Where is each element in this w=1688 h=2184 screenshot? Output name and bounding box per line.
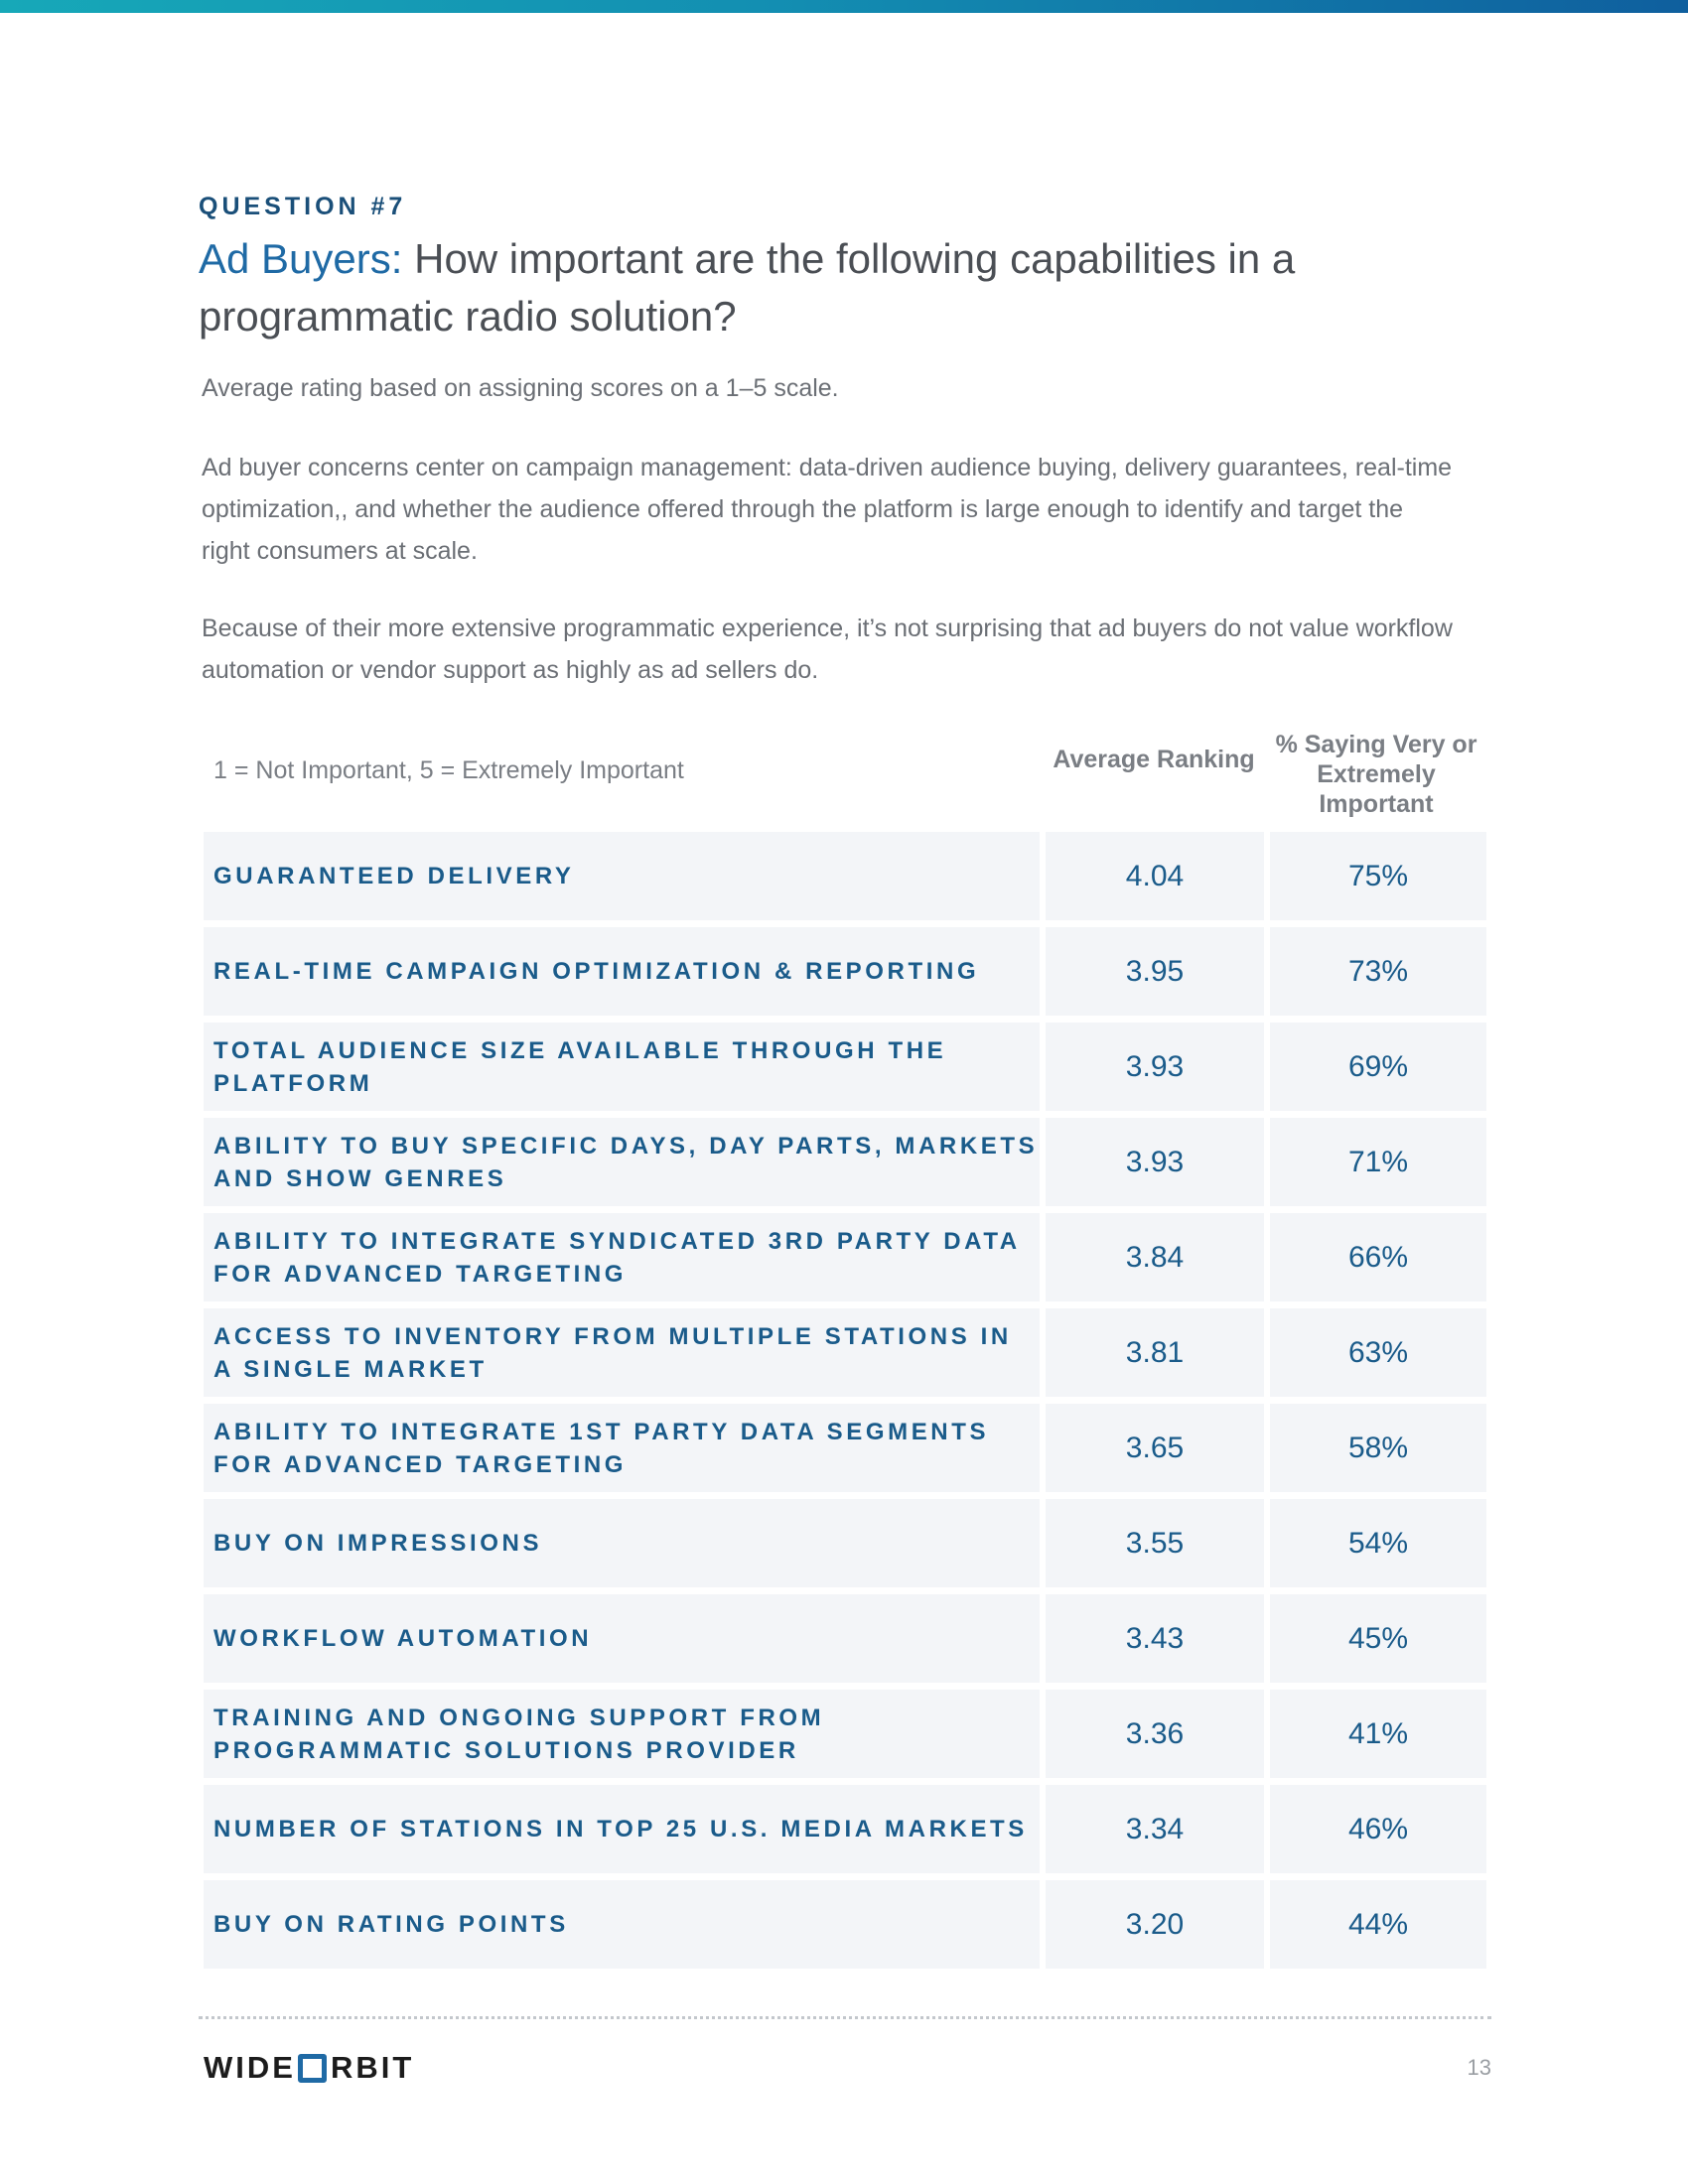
percent-important-value: 71% (1270, 1118, 1486, 1206)
capability-label: ABILITY TO INTEGRATE 1ST PARTY DATA SEGMENTS FOR ADVANCED TARGETING (204, 1404, 1040, 1492)
question-kicker: QUESTION #7 (199, 193, 407, 220)
table-row (204, 1118, 1486, 1206)
title-lead: Ad Buyers: (199, 235, 403, 282)
average-ranking-value: 3.20 (1046, 1880, 1264, 1969)
column-header-average-ranking: Average Ranking (1053, 746, 1255, 773)
column-header-percent-important: % Saying Very or Extremely Important (1275, 731, 1477, 818)
percent-important-value: 69% (1270, 1023, 1486, 1111)
capability-label: ABILITY TO INTEGRATE SYNDICATED 3RD PARTY DATA FOR ADVANCED TARGETING (204, 1213, 1040, 1301)
average-ranking-value: 3.36 (1046, 1690, 1264, 1778)
percent-important-value: 45% (1270, 1594, 1486, 1683)
capability-label: WORKFLOW AUTOMATION (204, 1594, 1040, 1683)
average-ranking-value: 3.65 (1046, 1404, 1264, 1492)
table-row (204, 1499, 1486, 1587)
capability-label: BUY ON IMPRESSIONS (204, 1499, 1040, 1587)
capability-label: TOTAL AUDIENCE SIZE AVAILABLE THROUGH THE PLATFORM (204, 1023, 1040, 1111)
page-title (199, 230, 1450, 345)
table-row (204, 1023, 1486, 1111)
percent-important-value: 58% (1270, 1404, 1486, 1492)
title-text: How important are the following capabilities in a programmatic radio solution? (199, 235, 1296, 340)
percent-important-value: 54% (1270, 1499, 1486, 1587)
average-ranking-value: 3.95 (1046, 927, 1264, 1016)
percent-important-value: 66% (1270, 1213, 1486, 1301)
average-ranking-value: 3.84 (1046, 1213, 1264, 1301)
percent-important-value: 63% (1270, 1308, 1486, 1397)
logo-o-square-icon (298, 2054, 327, 2083)
capability-label: ABILITY TO BUY SPECIFIC DAYS, DAY PARTS, MARKETS AND SHOW GENRES (204, 1118, 1040, 1206)
intro-paragraph: Average rating based on assigning scores on a 1–5 scale. (202, 374, 839, 402)
capability-label: NUMBER OF STATIONS IN TOP 25 U.S. MEDIA MARKETS (204, 1785, 1040, 1873)
percent-important-value: 75% (1270, 832, 1486, 920)
capability-label: ACCESS TO INVENTORY FROM MULTIPLE STATIONS IN A SINGLE MARKET (204, 1308, 1040, 1397)
table-row (204, 1308, 1486, 1397)
table-row (204, 1785, 1486, 1873)
percent-important-value: 44% (1270, 1880, 1486, 1969)
average-ranking-value: 3.43 (1046, 1594, 1264, 1683)
capability-label: BUY ON RATING POINTS (204, 1880, 1040, 1969)
capability-label: GUARANTEED DELIVERY (204, 832, 1040, 920)
table-row (204, 927, 1486, 1016)
logo-text-left: WIDE (204, 2050, 296, 2085)
capability-label: REAL-TIME CAMPAIGN OPTIMIZATION & REPORTING (204, 927, 1040, 1016)
scale-note: 1 = Not Important, 5 = Extremely Important (213, 756, 684, 784)
percent-important-value: 41% (1270, 1690, 1486, 1778)
experience-paragraph: Because of their more extensive programmatic experience, it’s not surprising that ad buyers do not value workflow automation or vendor support as highly as ad sellers do. (202, 614, 1453, 684)
average-ranking-value: 4.04 (1046, 832, 1264, 920)
percent-important-value: 46% (1270, 1785, 1486, 1873)
average-ranking-value: 3.81 (1046, 1308, 1264, 1397)
table-row (204, 832, 1486, 920)
table-row (204, 1213, 1486, 1301)
table-row (204, 1690, 1486, 1778)
wideorbit-logo (204, 2050, 414, 2086)
table-row (204, 1594, 1486, 1683)
capability-label: TRAINING AND ONGOING SUPPORT FROM PROGRAMMATIC SOLUTIONS PROVIDER (204, 1690, 1040, 1778)
average-ranking-value: 3.55 (1046, 1499, 1264, 1587)
table-row (204, 1404, 1486, 1492)
percent-important-value: 73% (1270, 927, 1486, 1016)
logo-text-right: RBIT (330, 2050, 415, 2085)
average-ranking-value: 3.34 (1046, 1785, 1264, 1873)
concerns-paragraph: Ad buyer concerns center on campaign management: data-driven audience buying, delivery guarantees, real-time optimization,, and whether the audience offered through the platform is large enough to identify and target the right consumers at scale. (202, 454, 1453, 565)
average-ranking-value: 3.93 (1046, 1023, 1264, 1111)
capabilities-table (204, 832, 1486, 1976)
average-ranking-value: 3.93 (1046, 1118, 1264, 1206)
page-number: 13 (1467, 2055, 1491, 2080)
top-accent-bar (0, 0, 1688, 13)
table-row (204, 1880, 1486, 1969)
footer-divider (199, 2016, 1491, 2019)
